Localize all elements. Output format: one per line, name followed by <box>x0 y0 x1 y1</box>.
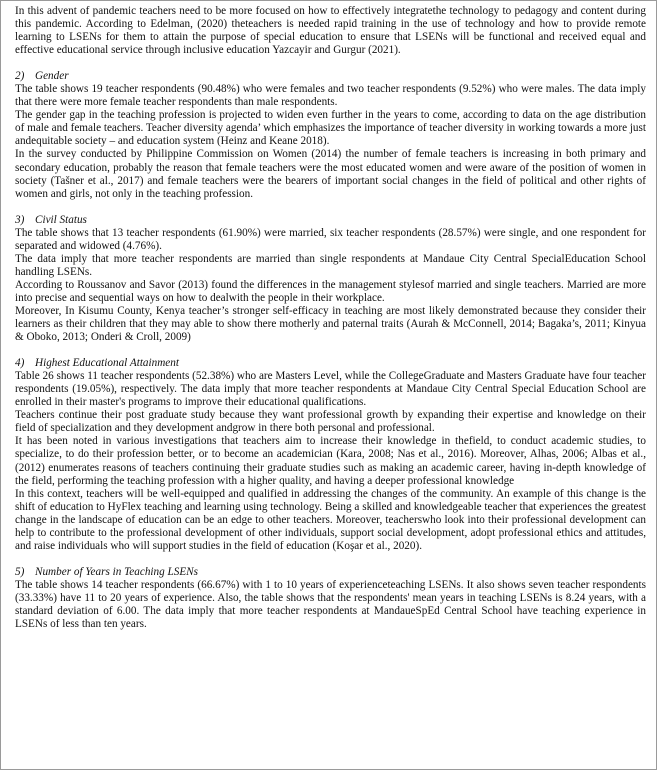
section-years-teaching-lsens <box>15 566 646 631</box>
paragraph: It has been noted in various investigations that teachers aim to increase their knowledge in thefield, to conduct academic studies, to specialize, to do their profession better, or to become an academician (Kara, 2008; Nas et al., 2016). Moreover, Alhas, 2006; Albas et al., (2012) enumerates reasons of teachers continuing their graduate studies such as making an academic career, having in-depth knowledge of the field, performing the teaching profession with a higher quality, and having a deeper professional knowledge <box>15 435 646 487</box>
section-heading <box>15 214 646 227</box>
spacer <box>15 57 646 70</box>
paragraph: Teachers continue their post graduate study because they want professional growth by expanding their expertise and knowledge on their field of specialization and they development andgrow in there both personal and professional. <box>15 409 646 435</box>
paragraph: The data imply that more teacher respondents are married than single respondents at Mandaue City Central SpecialEducation School handling LSENs. <box>15 252 646 278</box>
spacer <box>15 201 646 214</box>
section-gender <box>15 70 646 200</box>
spacer <box>15 344 646 357</box>
paragraph: According to Roussanov and Savor (2013) found the differences in the management stylesof married and single teachers. Married are more into precise and sequential ways on how to dealwith the people in their workplace. <box>15 278 646 304</box>
section-civil-status <box>15 214 646 344</box>
paragraph: In the survey conducted by Philippine Commission on Women (2014) the number of female teachers is increasing in both primary and secondary education, probably the reason that female teachers were the most educated women and were aware of the position of women in society (Tašner et al., 2017) and female teachers were the bearers of important social changes in the field of political and other rights of women and girls, not only in the teaching profession. <box>15 148 646 200</box>
section-number: 3) <box>15 213 25 226</box>
paragraph: The gender gap in the teaching profession is projected to widen even further in the years to come, according to data on the age distribution of male and female teachers. Teacher diversity agenda’ which emphasizes the importance of teacher diversity in working towards a more just andequitable society – and education system (Heinz and Keane 2018). <box>15 109 646 148</box>
paragraph: The table shows that 13 teacher respondents (61.90%) were married, six teacher respondents (28.57%) were single, and one respondent for separated and widowed (4.76%). <box>15 226 646 252</box>
paragraph: The table shows 14 teacher respondents (66.67%) with 1 to 10 years of experienceteaching LSENs. It also shows seven teacher respondents (33.33%) have 11 to 20 years of experience. Also, the table shows that the respondents' mean years in teaching LSENs is 8.24 years, with a standard deviation of 6.00. The data imply that more teacher respondents at MandaueSpEd Central School have teaching experience in LSENs of less than ten years. <box>15 578 646 631</box>
section-heading <box>15 357 646 370</box>
section-title: Highest Educational Attainment <box>35 357 179 370</box>
paragraph: Moreover, In Kisumu County, Kenya teacher’s stronger self-efficacy in teaching are most likely demonstrated because they consider their learners as their children that they may able to show there motherly and paternal traits (Aurah & McConnell, 2014; Bagaka’s, 2011; Kinyua & Oboko, 2013; Onderi & Croll, 2009) <box>15 304 646 344</box>
section-number: 5) <box>15 565 25 578</box>
section-number: 4) <box>15 357 25 370</box>
section-title: Civil Status <box>35 213 87 226</box>
spacer <box>15 553 646 566</box>
intro-paragraph: In this advent of pandemic teachers need to be more focused on how to effectively integratethe technology to pedagogy and content during this pandemic. According to Edelman, (2020) theteachers is needed rapid training in the use of technology and how to provide remote learning to LSENs for them to attain the purpose of special education to ensure that LSENs will be functional and received equal and effective educational service through inclusive education Yazcayir and Gurgur (2021). <box>15 5 646 57</box>
section-heading <box>15 70 646 83</box>
paragraph: In this context, teachers will be well-equipped and qualified in addressing the changes of the community. An example of this change is the shift of education to HyFlex teaching and learning using technology. Being a skilled and knowledgeable teacher that experiences the greatest change in the landscape of education can be an edge to other teachers. Moreover, teacherswho look into their professional development can help to contribute to the professional development of other individuals, support social development, adopt professional ethics and attitudes, and raise individuals who will support studies in the field of education (Koşar et al., 2020). <box>15 487 646 552</box>
section-heading <box>15 566 646 579</box>
section-title: Number of Years in Teaching LSENs <box>35 565 198 578</box>
section-highest-educational-attainment <box>15 357 646 553</box>
paragraph: The table shows 19 teacher respondents (90.48%) who were females and two teacher respondents (9.52%) who were males. The data imply that there were more female teacher respondents than male respondents. <box>15 83 646 109</box>
paragraph: Table 26 shows 11 teacher respondents (52.38%) who are Masters Level, while the CollegeGraduate and Masters Graduate have four teacher respondents (19.05%), respectively. The data imply that more teacher respondents at Mandaue City Central Special Education School are enrolled in their master's programs to improve their educational qualifications. <box>15 370 646 409</box>
section-title: Gender <box>35 70 69 83</box>
section-number: 2) <box>15 70 25 83</box>
